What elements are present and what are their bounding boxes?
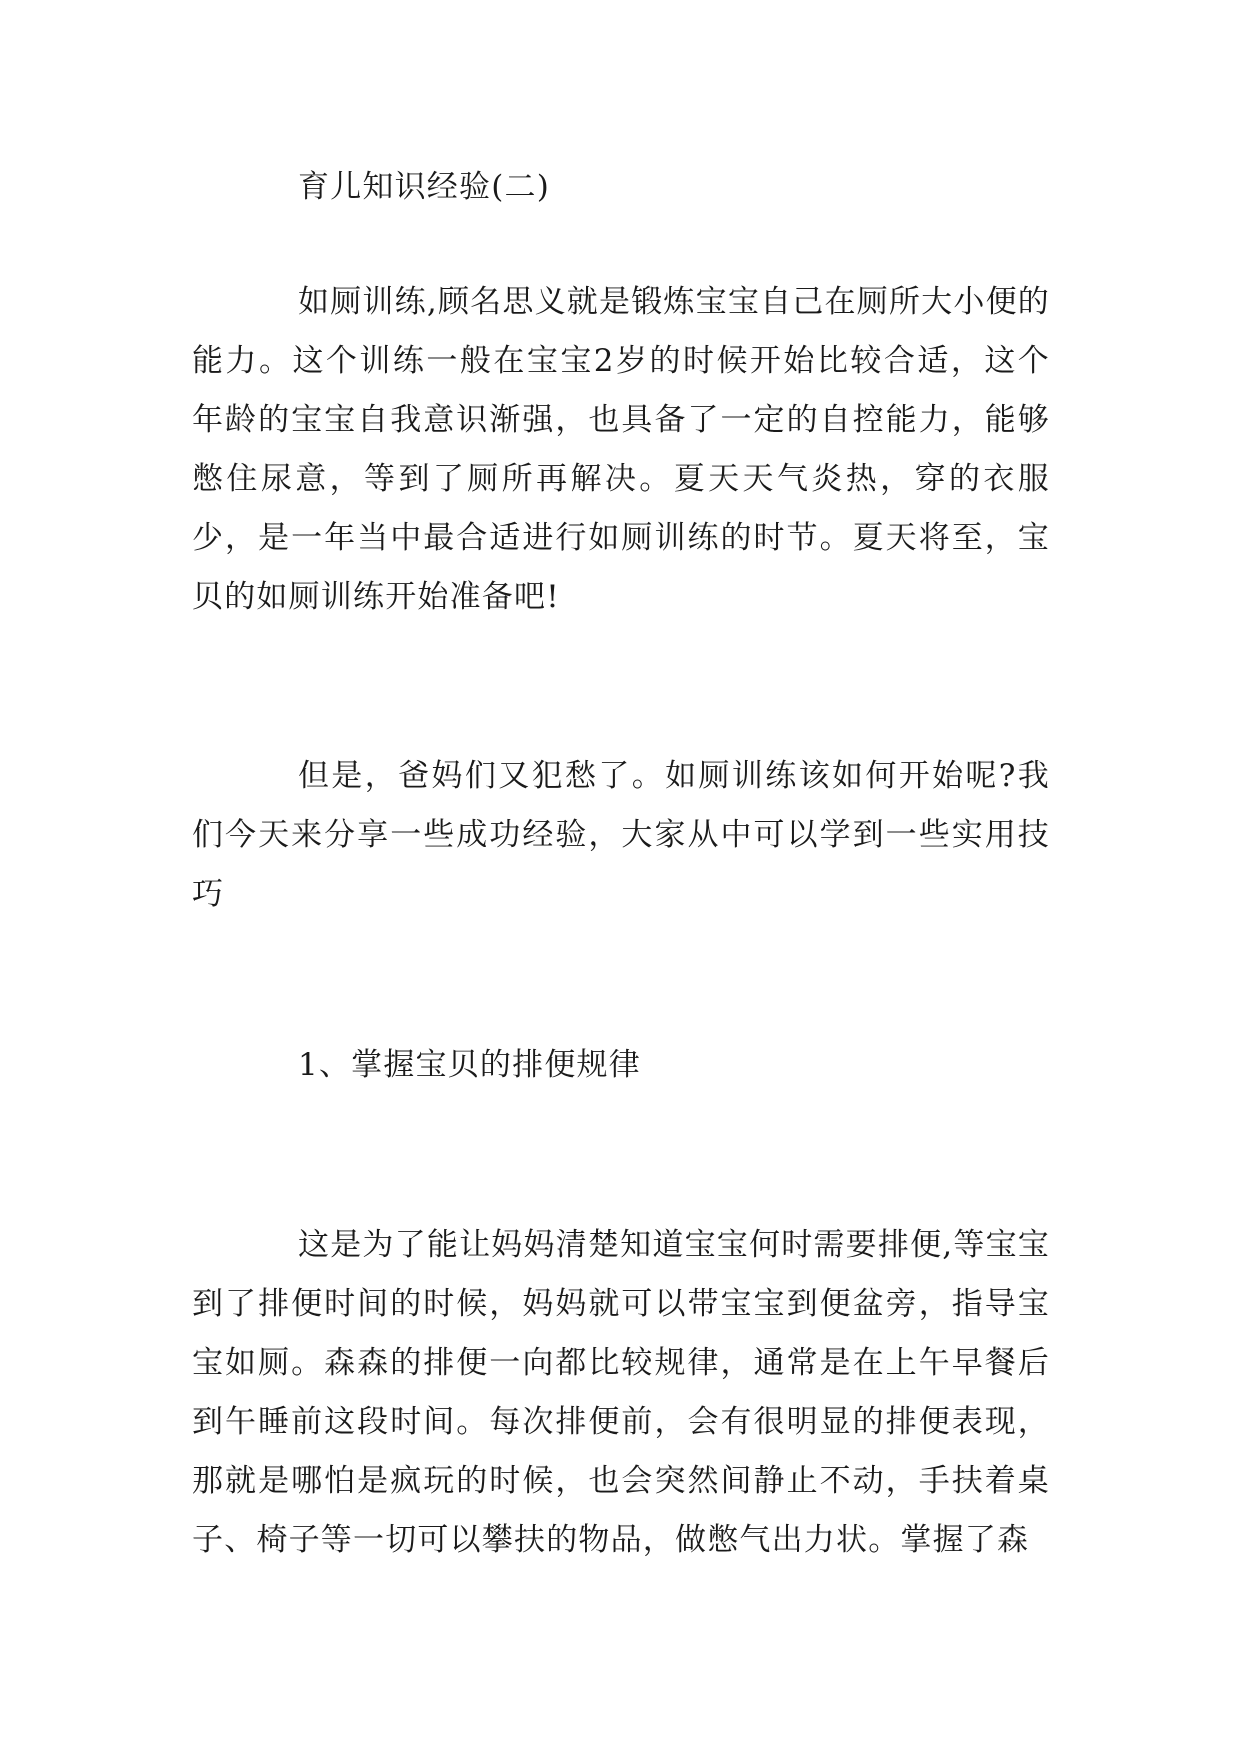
paragraph-question: 但是，爸妈们又犯愁了。如厕训练该如何开始呢?我们今天来分享一些成功经验，大家从中可以学到一些实用技巧 xyxy=(192,758,1050,912)
document-title: 育儿知识经验(二) xyxy=(298,169,550,205)
paragraph-intro: 如厕训练,顾名思义就是锻炼宝宝自己在厕所大小便的能力。这个训练一般在宝宝2岁的时候开始比较合适，这个年龄的宝宝自我意识渐强，也具备了一定的自控能力，能够憋住尿意，等到了厕所再解决。夏天天气炎热，穿的衣服少，是一年当中最合适进行如厕训练的时节。夏天将至，宝贝的如厕训练开始准备吧! xyxy=(192,284,1050,615)
section-heading: 1、掌握宝贝的排便规律 xyxy=(298,1047,641,1083)
paragraph-section-1: 这是为了能让妈妈清楚知道宝宝何时需要排便,等宝宝到了排便时间的时候，妈妈就可以带宝宝到便盆旁，指导宝宝如厕。森森的排便一向都比较规律，通常是在上午早餐后到午睡前这段时间。每次排便前，会有很明显的排便表现，那就是哪怕是疯玩的时候，也会突然间静止不动，手扶着桌子、椅子等一切可以攀扶的物品，做憋气出力状。掌握了森 xyxy=(192,1227,1050,1558)
